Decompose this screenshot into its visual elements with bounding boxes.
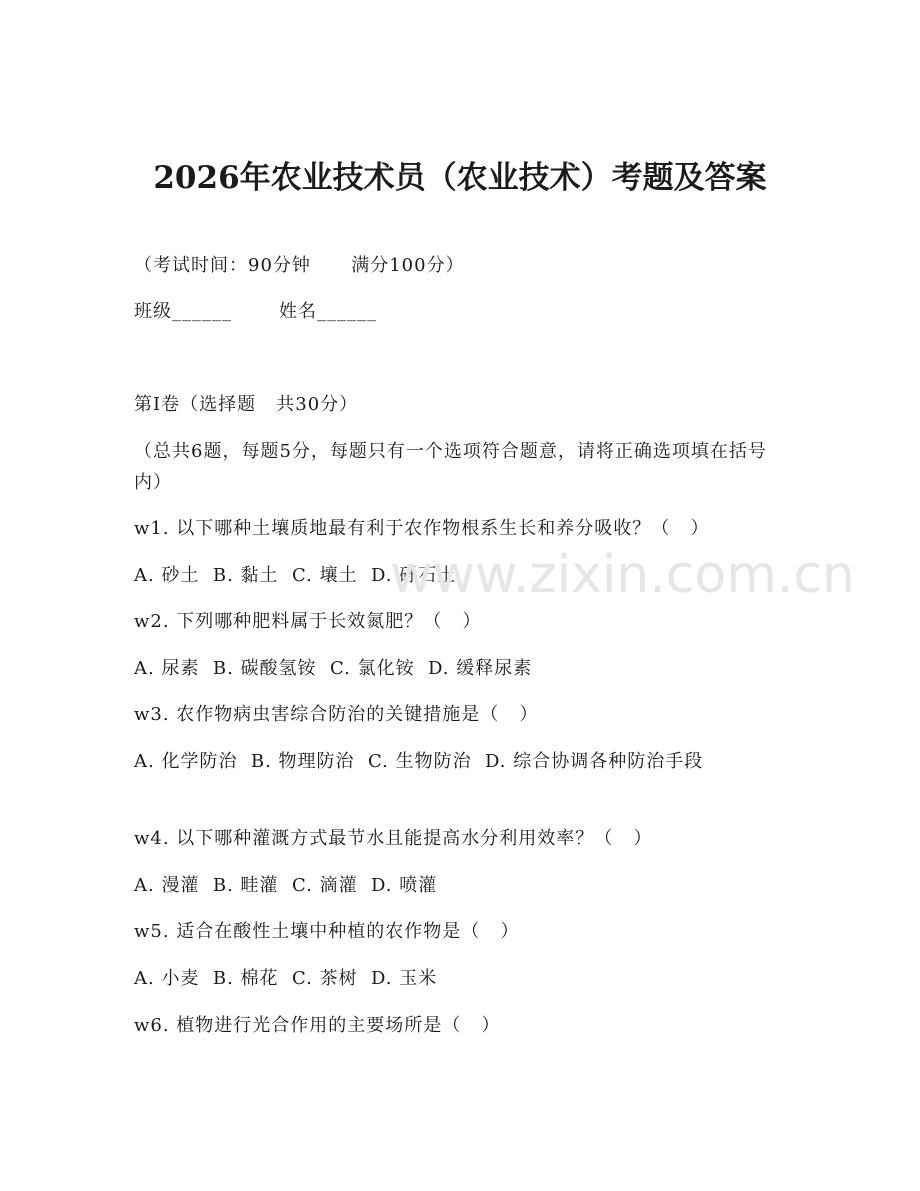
question-2-options: A. 尿素 B. 碳酸氢铵 C. 氯化铵 D. 缓释尿素: [134, 658, 533, 679]
class-name-line: 班级______ 姓名______: [134, 301, 378, 322]
watermark: www.zixin.com.cn: [390, 545, 855, 605]
section-heading: 第I卷（选择题 共30分）: [134, 394, 359, 415]
question-4-options: A. 漫灌 B. 畦灌 C. 滴灌 D. 喷灌: [134, 875, 438, 896]
question-3-stem: w3. 农作物病虫害综合防治的关键措施是（ ）: [134, 704, 539, 725]
question-6-stem: w6. 植物进行光合作用的主要场所是（ ）: [134, 1015, 501, 1036]
instructions: （总共6题，每题5分，每题只有一个选项符合题意，请将正确选项填在括号内）: [134, 441, 767, 493]
question-5-stem: w5. 适合在酸性土壤中种植的农作物是（ ）: [134, 921, 520, 942]
question-5-options: A. 小麦 B. 棉花 C. 茶树 D. 玉米: [134, 968, 438, 989]
question-1-options: A. 砂土 B. 黏土 C. 壤土 D. 砾石土: [134, 565, 457, 586]
question-4-stem: w4. 以下哪种灌溉方式最节水且能提高水分利用效率？（ ）: [134, 828, 653, 849]
exam-info: （考试时间：90分钟 满分100分）: [134, 255, 465, 276]
question-3-options: A. 化学防治 B. 物理防治 C. 生物防治 D. 综合协调各种防治手段: [134, 751, 704, 772]
document-title: 2026年农业技术员（农业技术）考题及答案: [153, 160, 767, 196]
question-2-stem: w2. 下列哪种肥料属于长效氮肥？（ ）: [134, 611, 482, 632]
question-1-stem: w1. 以下哪种土壤质地最有利于农作物根系生长和养分吸收？（ ）: [134, 518, 710, 539]
